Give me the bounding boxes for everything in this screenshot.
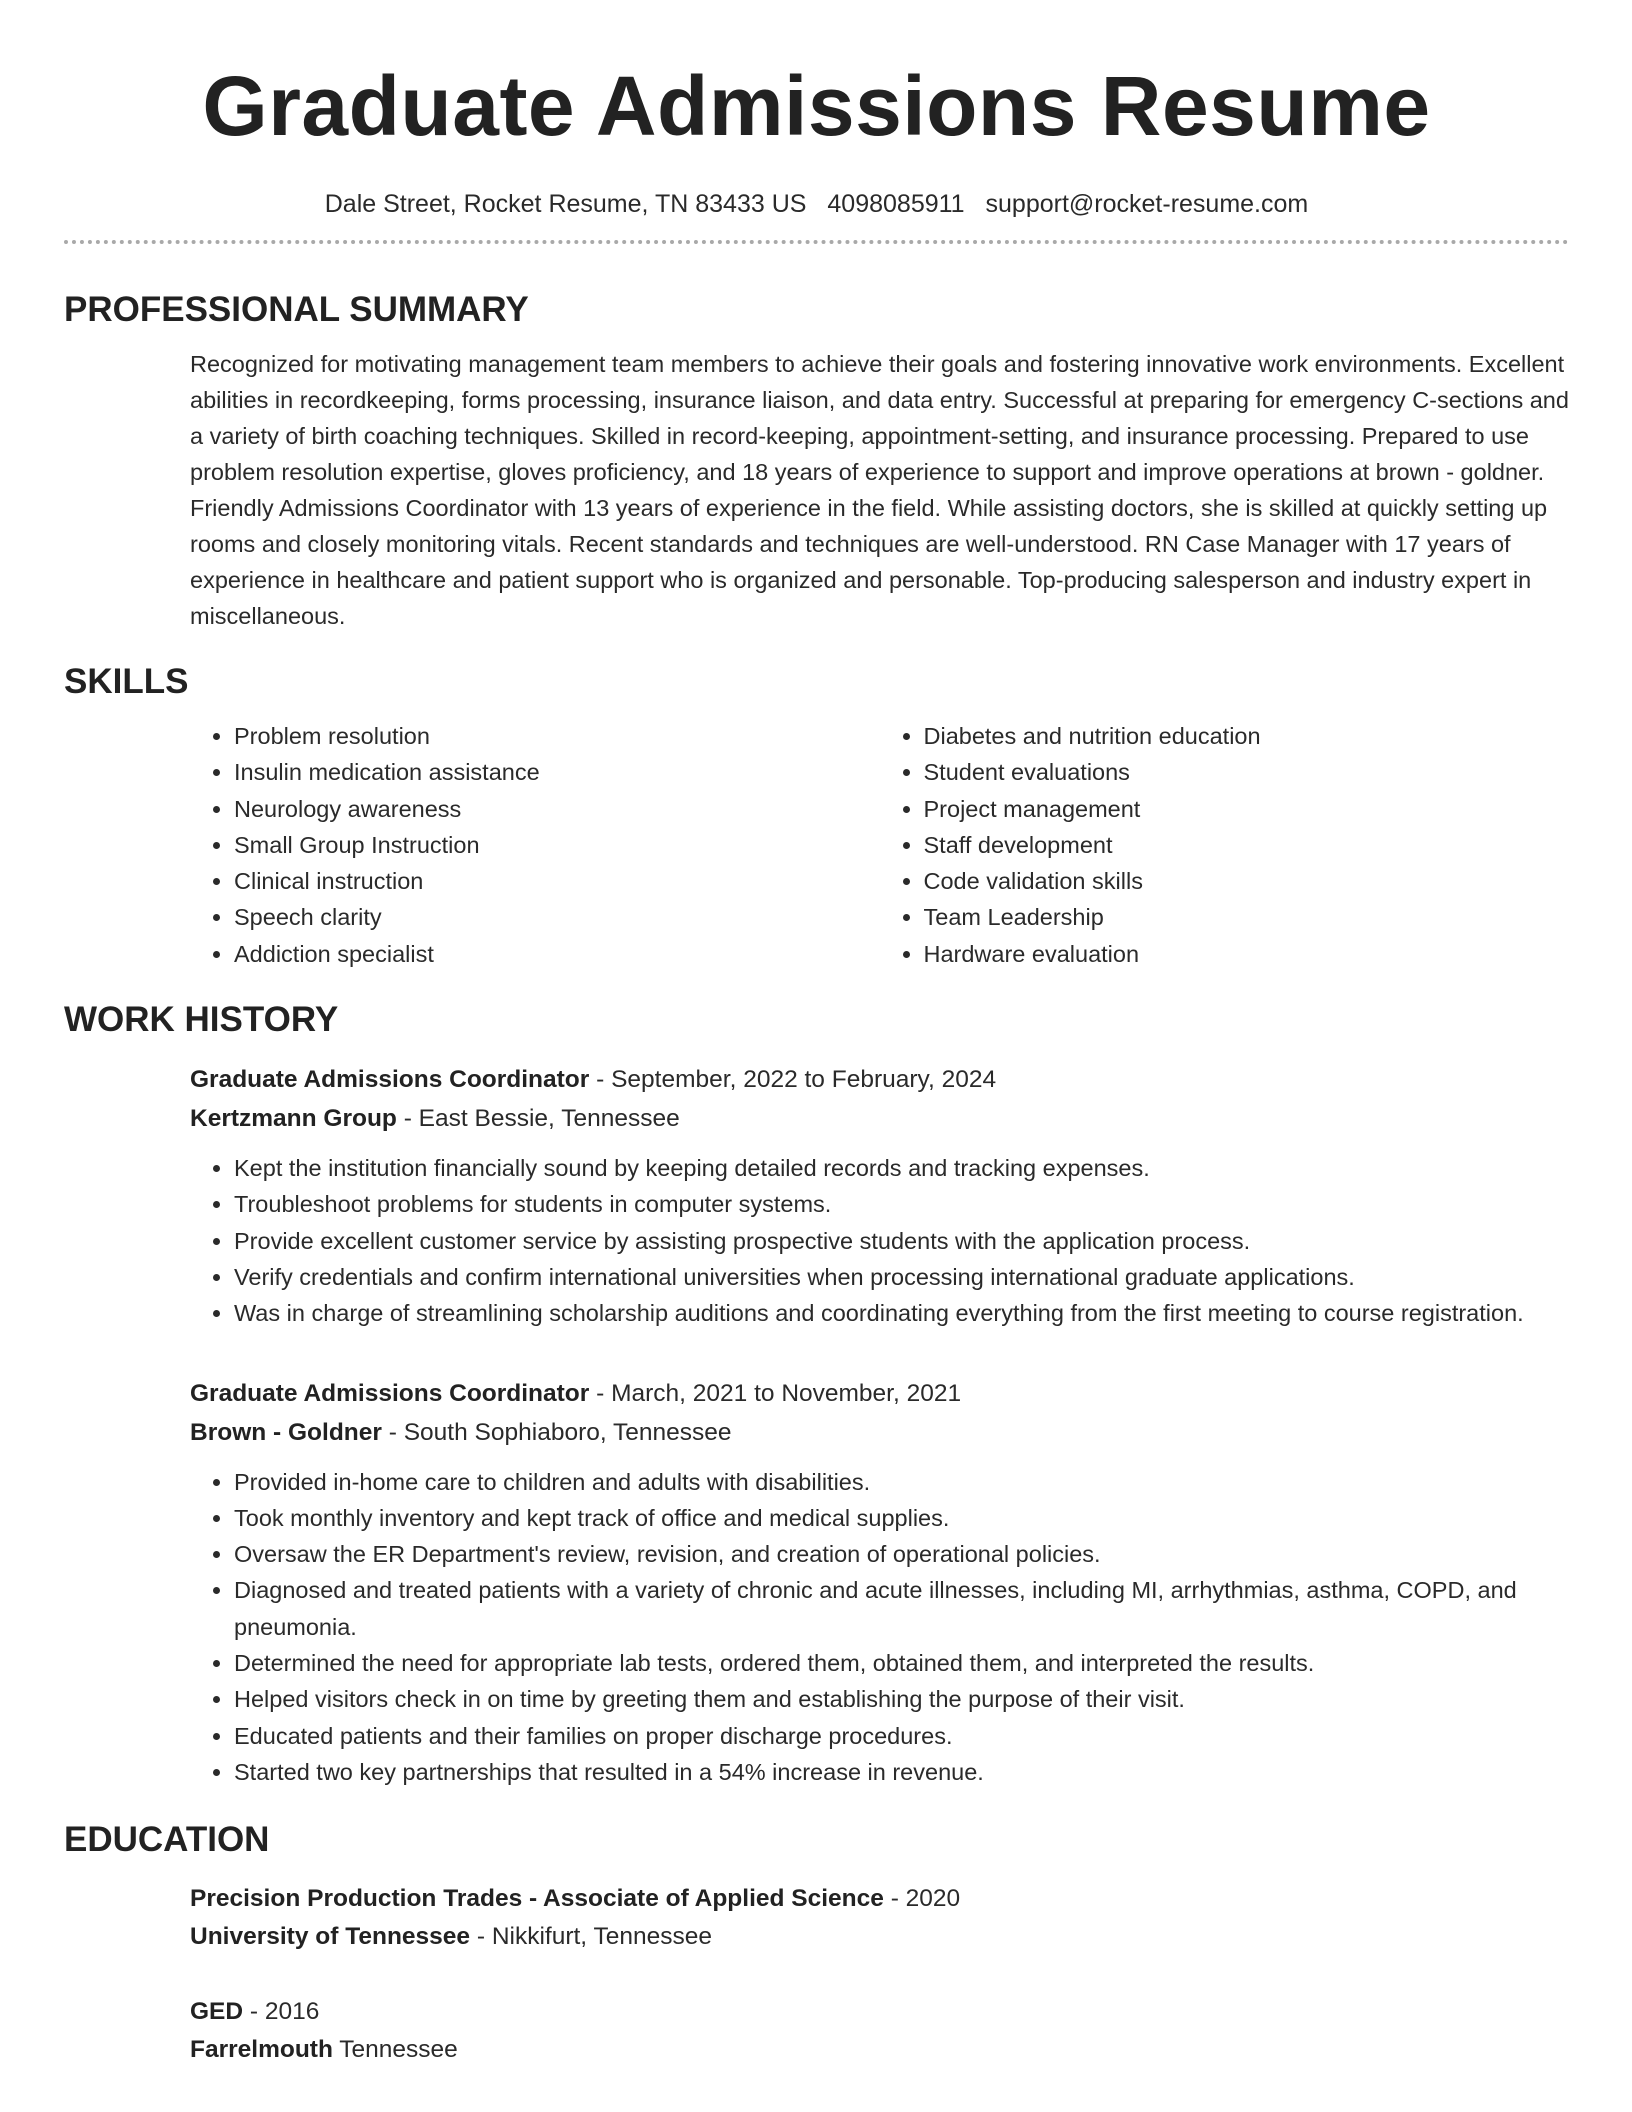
job-duty: • Helped visitors check in on time by greeting them and establishing the purpose of their visit. [234,1681,1569,1717]
job-duty: • Took monthly inventory and kept track of office and medical supplies. [234,1500,1569,1536]
skills-column-right [880,718,1570,972]
education-degree: Precision Production Trades - Associate of Applied Science [190,1885,884,1913]
job-company-line [190,1099,1569,1138]
education-degree: GED [190,1998,244,2026]
job-company: Kertzmann Group [190,1105,397,1133]
resume-page [64,0,1569,2069]
contact-info [64,188,1569,220]
job-duty: • Determined the need for appropriate lab tests, ordered them, obtained them, and interpreted the results. [234,1645,1569,1681]
education-year: - 2016 [243,1998,320,2026]
contact-phone: 4098085911 [827,190,965,218]
job-location: - South Sophiaboro, Tennessee [381,1418,732,1446]
skill-item: • Clinical instruction [234,863,880,899]
skill-item: • Team Leadership [924,899,1570,935]
skills-column-left [190,718,880,972]
job-duty: • Started two key partnerships that resulted in a 54% increase in revenue. [234,1754,1569,1790]
job-location: - East Bessie, Tennessee [396,1105,680,1133]
education-degree-line [190,1993,1569,2031]
job-duty: • Provide excellent customer service by assisting prospective students with the application process. [234,1223,1569,1259]
education-heading: EDUCATION [64,1820,270,1860]
skill-item: • Small Group Instruction [234,827,880,863]
job-title-line [190,1060,1569,1099]
job-entry [190,1060,1569,1331]
skill-item: • Hardware evaluation [924,936,1570,972]
job-duty: • Diagnosed and treated patients with a variety of chronic and acute illnesses, including MI, arrhythmias, asthma, COPD, and pneumonia. [234,1572,1569,1645]
skills-list [190,718,1569,972]
skill-item: • Code validation skills [924,863,1570,899]
job-entry [190,1374,1569,1791]
skill-item: • Problem resolution [234,718,880,754]
job-title-line [190,1374,1569,1413]
work-heading: WORK HISTORY [64,1000,339,1040]
skill-item: • Project management [924,791,1570,827]
header-divider [64,240,1569,244]
job-duty: • Troubleshoot problems for students in computer systems. [234,1186,1569,1222]
education-school: Farrelmouth [190,2036,333,2064]
skill-item: • Addiction specialist [234,936,880,972]
skill-item: • Neurology awareness [234,791,880,827]
job-duty: • Provided in-home care to children and adults with disabilities. [234,1464,1569,1500]
skill-item: • Speech clarity [234,899,880,935]
contact-email: support@rocket-resume.com [985,190,1309,218]
job-duty: • Oversaw the ER Department's review, revision, and creation of operational policies. [234,1536,1569,1572]
education-school-line [190,2031,1569,2069]
education-entry [190,1993,1569,2069]
skill-item: • Insulin medication assistance [234,754,880,790]
skills-heading: SKILLS [64,662,189,701]
job-title: Graduate Admissions Coordinator [190,1066,590,1094]
contact-address: Dale Street, Rocket Resume, TN 83433 US [324,190,807,218]
job-duty: • Educated patients and their families on proper discharge procedures. [234,1718,1569,1754]
job-duties [190,1464,1569,1791]
job-duty: • Verify credentials and confirm international universities when processing international graduate applications. [234,1259,1569,1295]
education-school: University of Tennessee [190,1923,471,1951]
education-degree-line [190,1880,1569,1918]
job-dates: - September, 2022 to February, 2024 [589,1066,997,1094]
skill-item: • Staff development [924,827,1570,863]
education-school-line [190,1918,1569,1956]
summary-text: Recognized for motivating management team members to achieve their goals and fostering innovative work environments. Excellent abilities in recordkeeping, forms processing, insurance liaison, and data entry. Successful at preparing for emergency C-sections and a variety of birth coaching techniques. Skilled in record-keeping, appointment-setting, and insurance processing. Prepared to use problem resolution expertise, gloves proficiency, and 18 years of experience to support and improve operations at brown - goldner. Friendly Admissions Coordinator with 13 years of experience in the field. While assisting doctors, she is skilled at quickly setting up rooms and closely monitoring vitals. Recent standards and techniques are well-understood. RN Case Manager with 17 years of experience in healthcare and patient support who is organized and personable. Top-producing salesperson and industry expert in miscellaneous. [190,351,1569,629]
job-duties [190,1150,1569,1331]
education-location: Tennessee [332,2036,458,2064]
education-entry [190,1880,1569,1956]
education-year: - 2020 [883,1885,961,1913]
resume-title: Graduate Admissions Resume [202,59,1431,153]
job-title: Graduate Admissions Coordinator [190,1379,590,1407]
job-dates: - March, 2021 to November, 2021 [589,1379,962,1407]
summary-heading: PROFESSIONAL SUMMARY [64,290,529,329]
education-location: - Nikkifurt, Tennessee [470,1923,712,1951]
job-duty: • Was in charge of streamlining scholarship auditions and coordinating everything from the first meeting to course registration. [234,1295,1569,1331]
job-company-line [190,1413,1569,1452]
skill-item: • Diabetes and nutrition education [924,718,1570,754]
job-company: Brown - Goldner [190,1418,382,1446]
job-duty: • Kept the institution financially sound by keeping detailed records and tracking expenses. [234,1150,1569,1186]
skill-item: • Student evaluations [924,754,1570,790]
